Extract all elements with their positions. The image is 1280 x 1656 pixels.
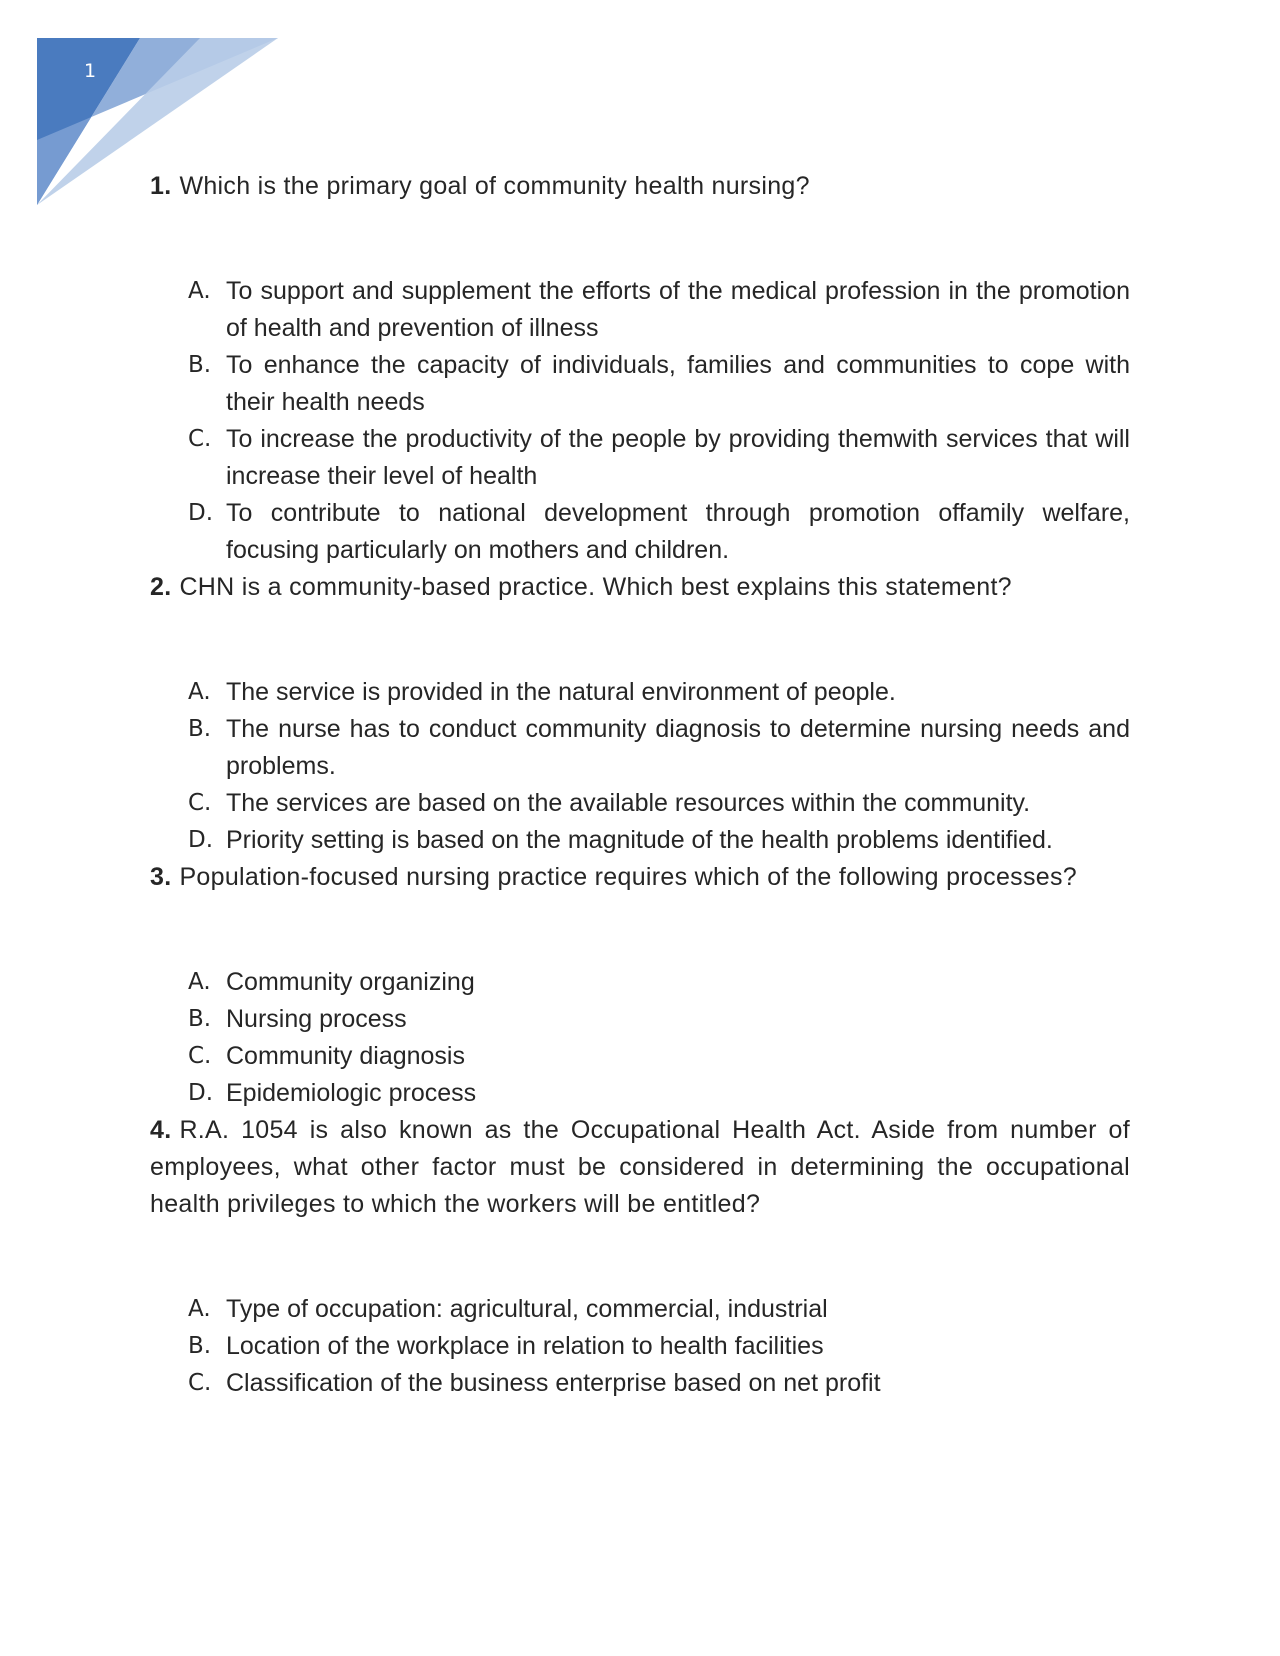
options-list-2 [150,674,1130,859]
question-4 [150,1112,1130,1223]
question-text: Which is the primary goal of community health nursing? [179,172,810,200]
question-number: 1. [150,172,172,200]
option-4a: A. Type of occupation: agricultural, commercial, industrial [188,1295,828,1323]
question-number: 4. [150,1116,172,1144]
question-number: 3. [150,863,172,891]
question-3 [150,859,1130,896]
options-list-1 [150,273,1130,569]
option-4c: C. Classification of the business enterprise based on net profit [188,1369,881,1397]
option-1d: D. To contribute to national development through promotion offamily welfare, focusing particularly on mothers and children. [188,499,1130,564]
option-2c: C. The services are based on the available resources within the community. [188,789,1031,817]
page-number: 1 [84,60,97,82]
option-2a: A. The service is provided in the natural environment of people. [188,678,896,706]
question-2 [150,569,1130,606]
option-2b: B. The nurse has to conduct community diagnosis to determine nursing needs and problems. [188,715,1130,780]
question-text: CHN is a community-based practice. Which best explains this statement? [179,573,1012,601]
option-1c: C. To increase the productivity of the people by providing themwith services that will increase their level of health [188,425,1130,490]
question-content [150,168,1130,1402]
question-number: 2. [150,573,172,601]
question-text: R.A. 1054 is also known as the Occupational Health Act. Aside from number of employees, what other factor must be considered in determining the occupational health privileges to which the workers will be entitled? [150,1116,1130,1218]
option-3b: B. Nursing process [188,1005,407,1033]
question-1 [150,168,1130,205]
question-text: Population-focused nursing practice requires which of the following processes? [179,863,1077,891]
options-list-3 [150,964,1130,1112]
option-3c: C. Community diagnosis [188,1042,465,1070]
option-1b: B. To enhance the capacity of individuals, families and communities to cope with their health needs [188,351,1130,416]
option-3d: D. Epidemiologic process [188,1079,477,1107]
option-1a: A. To support and supplement the efforts of the medical profession in the promotion of health and prevention of illness [188,277,1130,342]
option-3a: A. Community organizing [188,968,475,996]
options-list-4 [150,1291,1130,1402]
option-2d: D. Priority setting is based on the magnitude of the health problems identified. [188,826,1053,854]
option-4b: B. Location of the workplace in relation to health facilities [188,1332,824,1360]
